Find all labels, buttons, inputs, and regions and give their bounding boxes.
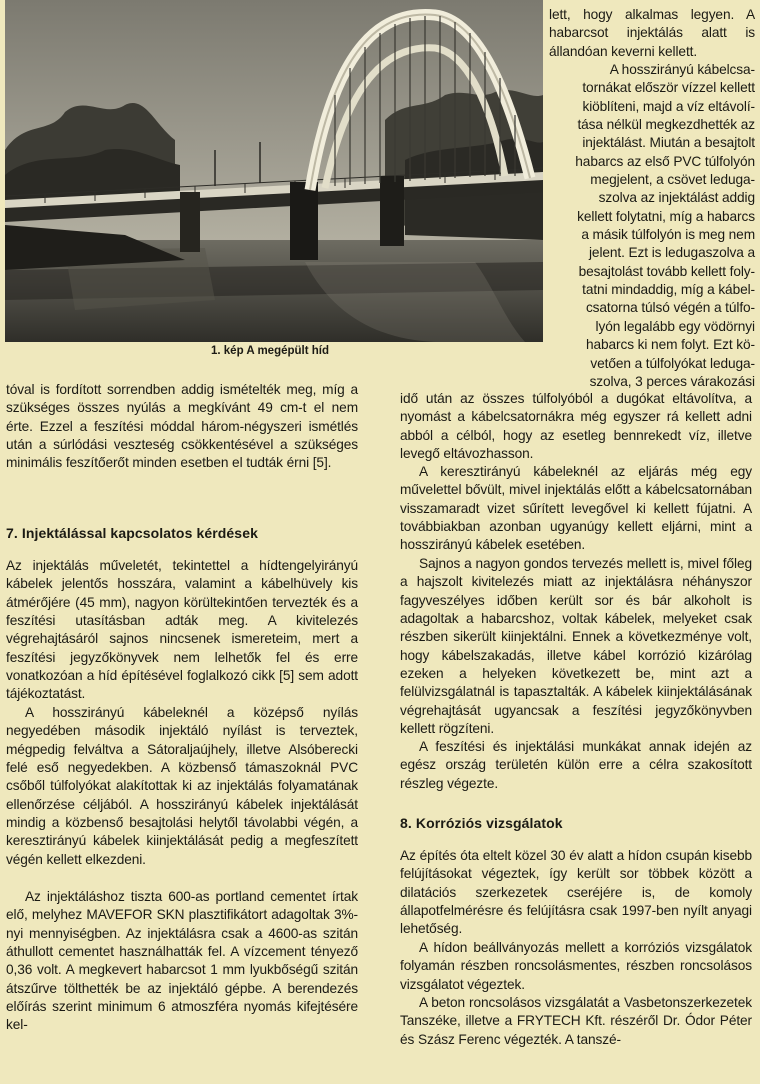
- narrow-line: a másik túlfolyón is meg nem: [581, 227, 755, 243]
- section-8-paragraph-1: Az építés óta eltelt közel 30 év alatt a hídon csupán kisebb felújításokat végeztek, így került sor többek között a dilatációs szerkezetek cseréjére is, de komoly állapotfelmérésre és felújításra csak 1997-ben nyílt anyagi lehetőség.: [400, 848, 752, 937]
- section-7-heading: 7. Injektálással kapcsolatos kérdések: [6, 525, 258, 541]
- section-7-paragraph-1: Az injektálás műveletét, tekintettel a hídtengelyirányú kábelek jelentős hosszára, valamint a kábelhüvely kis átmérőjére (45 mm), nagyon körültekintően tervezték és a feszítési utasításban adták meg. A kivitelezés végrehajtásáról sajnos nincsenek ismereteim, mert a feszítési jegyzőkönyvek nem lelhetők fel és erre vonatkozóan a híd építésével foglalkozó cikk [5] sem adott tájékoztatást.: [6, 558, 358, 702]
- narrow-line: tása nélkül megkezdhették az: [577, 117, 755, 133]
- narrow-line: besajtolást tovább kellett foly-: [578, 263, 755, 279]
- section-8-paragraph-2: A hídon beállványozás mellett a korróziós vizsgálatok folyamán részben roncsolásmentes, részben roncsolásos vizsgálatot végeztek.: [400, 940, 752, 992]
- section-7-paragraph-3: Az injektáláshoz tiszta 600-as portland cementet írtak elő, melyhez MAVEFOR SKN plasztifikátort adagoltak 3%-nyi mennyiségben. Az injektálásra csak a 4600-as szitán áthullott cementet használhatták fel. A vízcement tényező 0,36 volt. A megkevert habarcsot 1 mm lyukbőségű szitán átszűrve tölthették be az injektáló gépbe. A berendezés előírás szerint minimum 6 atmoszféra nyomás kifejtésére kel-: [6, 889, 358, 1033]
- narrow-line: vetően a túlfolyókat leduga-: [590, 355, 755, 371]
- paragraph-feszites-cont: tóval is fordított sorrendben addig ismételték meg, míg a szükséges összes nyúlás a megkívánt 49 cm-t el nem érte. Ezzel a feszítési móddal három-négyszeri ismétlés után a súrlódási veszteség csökkentésével a szükséges minimális feszítőerőt minden esetben el tudták érni [5].: [6, 382, 358, 471]
- narrow-line: jelent. Ezt is ledugaszolva a: [588, 245, 755, 261]
- right-paragraph-1: lett, hogy alkalmas legyen. A habarcsot injektálás alatt is állandóan keverni kellett.: [549, 7, 755, 59]
- narrow-line: szolva, 3 perces várakozási: [589, 373, 755, 389]
- narrow-line: kellett folytatni, míg a habarcs: [577, 208, 755, 224]
- right-paragraph-2-cont: idő után az összes túlfolyóból a dugókat eltávolítva, a nyomást a kábelcsatornákra még egyszer rá kellett adni abból a célból, hogy az esetleg bennrekedt víz, illetve levegő eltávozhasson.: [400, 391, 752, 462]
- narrow-line: megjelent, a csövet leduga-: [590, 172, 755, 188]
- section-7-paragraph-2: A hosszirányú kábeleknél a középső nyílás negyedében második injektáló nyílást is terveztek, mégpedig felváltva a Sátoraljaújhely, illetve Alsóberecki felé eső negyedekben. A közbenső támaszoknál PVC csőből túlfolyókat alakítottak ki az injektálás folyamatának ellenőrzése céljából. A hosszirányú kábelek injektálását mindig a közbenső besajtolási helytől távolabbi végén, a keresztirányú kábelek kiinjektálását pedig a megfeszített végén kellett elkezdeni.: [6, 705, 358, 867]
- right-paragraph-4: Sajnos a nagyon gondos tervezés mellett is, mivel főleg a hajszolt kivitelezés miatt az injektálásra néhányszor fagyveszélyes időben került sor és bár alkoholt is adagoltak a habarcshoz, voltak kábelek, melyeket csak részben sikerült kiinjektálni. Ennek a következménye volt, hogy kábelszakadás, illetve kábel korrózió kizárólag ezeken a helyeken következett be, mint azt a felülvizsgálatnál is tapasztalták. A kábelek kiinjektálásának végrehajtását ugyancsak a feszítési jegyzőkönyvben kellett rögzíteni.: [400, 556, 752, 737]
- right-paragraph-3: A keresztirányú kábeleknél az eljárás még egy művelettel bővült, mivel injektálás előtt a kábelcsatornában visszamaradt vizet sűrített levegővel ki kellett fújatni. A továbbiakban azonban ugyanúgy kellett eljárni, mint a hosszirányú kábelek esetében.: [400, 464, 752, 553]
- section-8-paragraph-3: A beton roncsolásos vizsgálatát a Vasbetonszerkezetek Tanszéke, illetve a FRYTECH Kft. részéről Dr. Ódor Péter és Szász Ferenc végezték. A tanszé-: [400, 995, 752, 1047]
- narrow-line: A hosszirányú kábelcsa-: [609, 62, 755, 77]
- narrow-line: habarcs ki nem folyt. Ezt kö-: [585, 337, 755, 353]
- narrow-line: tatni mindaddig, míg a kábel-: [582, 282, 755, 298]
- narrow-line: csatorna túlsó végén a túlfo-: [585, 300, 755, 316]
- narrow-line: kiöblíteni, majd a víz eltávolí-: [582, 98, 755, 114]
- section-8-heading: 8. Korróziós vizsgálatok: [400, 815, 563, 831]
- right-paragraph-5: A feszítési és injektálási munkákat annak idején az egész ország területén külön erre a célra szakosított részleg végezte.: [400, 739, 752, 791]
- figure-caption: 1. kép A megépült híd: [211, 345, 329, 357]
- bridge-photo: [5, 0, 543, 342]
- narrow-line: lyón legalább egy vödörnyi: [595, 318, 755, 334]
- narrow-line: szolva az injektálást addig: [598, 190, 755, 206]
- narrow-line: habarcs az első PVC túlfolyón: [575, 153, 755, 169]
- narrow-line: tornákat először vízzel kellett: [582, 80, 755, 96]
- narrow-line: injektálást. Miután a besajtolt: [582, 135, 755, 151]
- right-paragraph-2-narrow: [549, 61, 755, 391]
